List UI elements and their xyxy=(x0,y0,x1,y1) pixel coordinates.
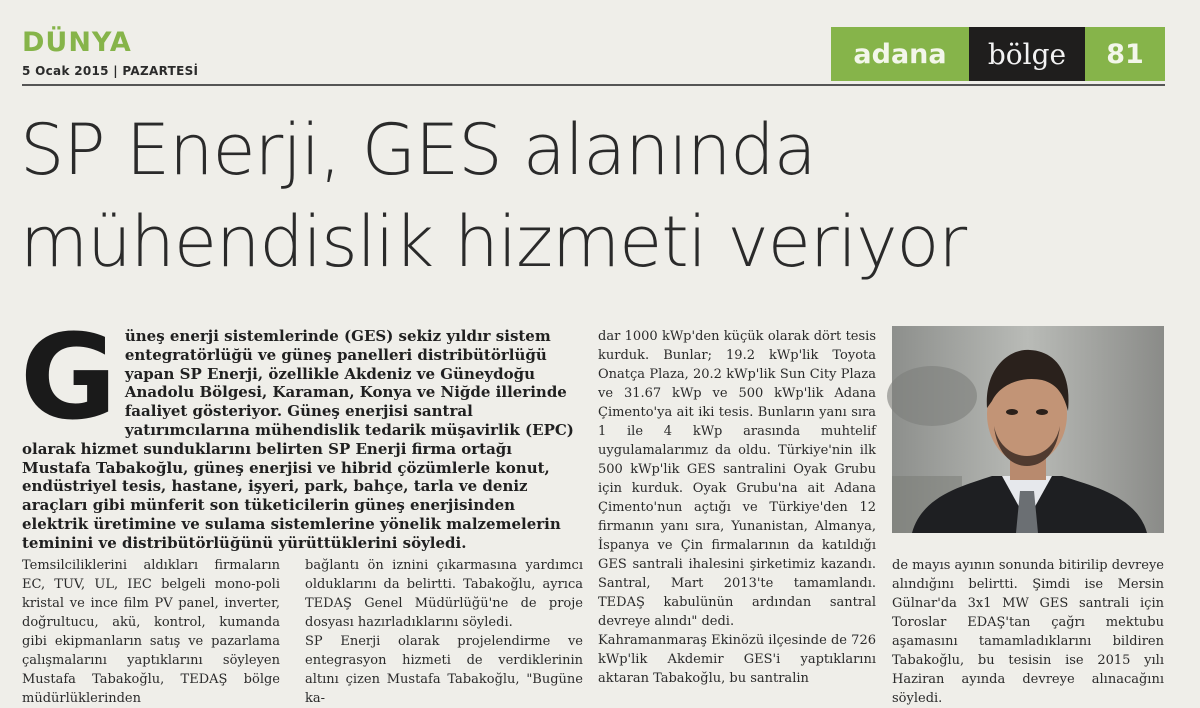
body-column-2: bağlantı ön iznini çıkarmasına yardımcı olduklarını da belirtti. Tabakoğlu, ayrıca TEDAŞ Genel Müdürlüğü'ne de proje dosyası hazırladıklarını söyledi. SP Enerji olarak projelendirme ve entegrasyon hizmeti de verdiklerinin altını çizen Mustafa Tabakoğlu, "Bugüne ka- xyxy=(305,558,583,706)
newspaper-masthead: DÜNYA xyxy=(22,27,132,58)
body-column-1: Temsilciliklerini aldıkları firmaların EC, TUV, UL, IEC belgeli mono-poli kristal ve ince film PV panel, inverter, doğrultucu, akü, kontrol, kumanda gibi ekipmanların satış ve pazarlama çalışmalarını yaptıklarını söyleyen Mustafa Tabakoğlu, TEDAŞ bölge müdürlüklerinden xyxy=(22,558,280,706)
page-number: 81 xyxy=(1085,27,1165,81)
article-lede xyxy=(20,308,584,553)
article-headline: SP Enerji, GES alanında mühendislik hizmeti veriyor xyxy=(20,109,967,283)
section-region: bölge xyxy=(969,27,1085,81)
section-banner xyxy=(831,27,1165,81)
section-city: adana xyxy=(831,27,969,81)
issue-dateline: 5 Ocak 2015 | PAZARTESİ xyxy=(22,64,199,78)
body-column-4: de mayıs ayının sonunda bitirilip devreye alındığını belirtti. Şimdi ise Mersin Gülnar'da 3x1 MW GES santrali için Toroslar EDAŞ'tan çağrı mektubu aşamasını tamamladıklarını bildiren Tabakoğlu, bu tesisin ise 2015 yılı Haziran ayında devreye alınacağını söyledi. xyxy=(892,558,1164,706)
header-divider xyxy=(22,84,1165,86)
portrait-image xyxy=(892,326,1164,533)
portrait-photo xyxy=(892,326,1164,533)
lede-text: üneş enerji sistemlerinde (GES) sekiz yıldır sistem entegratörlüğü ve güneş panelleri distribütörlüğü yapan SP Enerji, özellikle Akdeniz ve Güneydoğu Anadolu Bölgesi, Karaman, Konya ve Niğde illerinde faaliyet gösteriyor. Güneş enerjisi santral yatırımcılarına mühendislik tedarik müşavirlik (EPC) olarak hizmet sunduklarını belirten SP Enerji firma ortağı Mustafa Tabakoğlu, güneş enerjisi ve hibrid çözümlerle konut, endüstriyel tesis, hastane, işyeri, park, bahçe, tarla ve deniz araçları gibi münferit son tüketicilerin güneş enerjisinden elektrik üretimine ve sulama sistemlerine yönelik malzemelerin teminini ve distribütörlüğünü yürüttüklerini söyledi. xyxy=(22,327,574,552)
body-column-3: dar 1000 kWp'den küçük olarak dört tesis kurduk. Bunlar; 19.2 kWp'lik Toyota Onatça Plaza, 20.2 kWp'lik Sun City Plaza ve 31.67 kWp ve 500 kWp'lik Adana Çimento'ya ait iki tesis. Bunların yanı sıra 1 ile 4 kWp arasında muhtelif uygulamalarımız da oldu. Türkiye'nin ilk 500 kWp'lik GES santralini Oyak Grubu için kurduk. Oyak Grubu'na ait Adana Çimento'nun açtığı ve Türkiye'den 12 firmanın yanı sıra, Yunanistan, Almanya, İspanya ve Çin firmalarının da katıldığı GES santrali ihalesini şirketimiz kazandı. Santral, Mart 2013'te tamamlandı. TEDAŞ kabulünün ardından santral devreye alındı" dedi. Kahramanmaraş Ekinözü ilçesinde de 726 kWp'lik Akdemir GES'i yaptıklarını aktaran Tabakoğlu, bu santralin xyxy=(598,329,876,686)
drop-cap: G xyxy=(20,308,117,446)
